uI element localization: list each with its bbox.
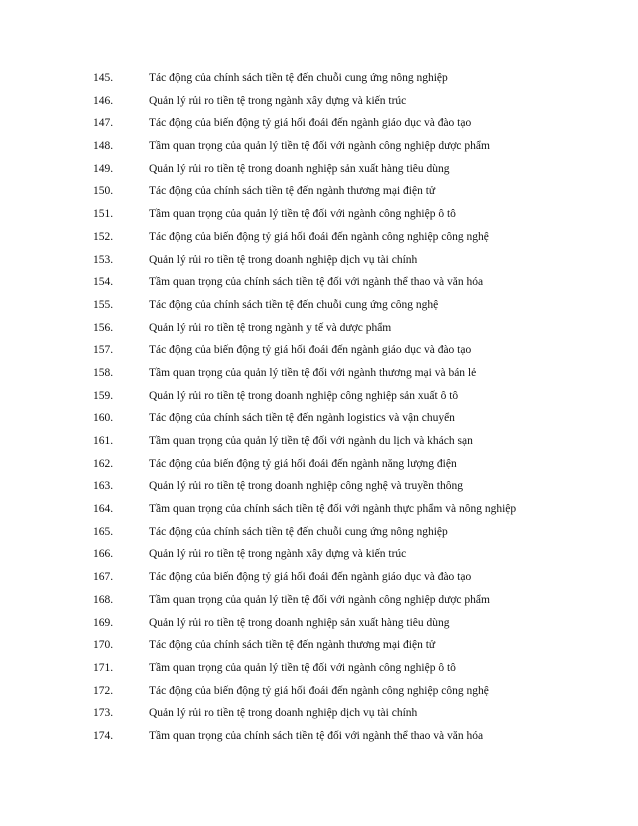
item-text: Quản lý rủi ro tiền tệ trong ngành xây dựng và kiến trúc: [149, 548, 407, 561]
item-text: Quản lý rủi ro tiền tệ trong doanh nghiệp công nghệ và truyền thông: [149, 480, 463, 493]
item-text: Quản lý rủi ro tiền tệ trong doanh nghiệp dịch vụ tài chính: [149, 253, 418, 266]
item-number: 159.: [93, 389, 114, 402]
item-text: Tác động của biến động tỷ giá hối đoái đến ngành giáo dục và đào tạo: [149, 117, 472, 130]
list-item: [93, 526, 623, 549]
item-number: 145.: [93, 72, 114, 84]
item-number: 168.: [93, 593, 114, 606]
list-item: [93, 367, 623, 390]
list-item: [93, 163, 623, 186]
list-item: [93, 458, 623, 481]
item-text: Quản lý rủi ro tiền tệ trong doanh nghiệp dịch vụ tài chính: [149, 707, 418, 720]
item-text: Tầm quan trọng của quản lý tiền tệ đối với ngành công nghiệp dược phẩm: [149, 593, 490, 606]
item-text: Tác động của chính sách tiền tệ đến chuỗi cung ứng công nghệ: [149, 298, 439, 311]
item-number: 165.: [93, 525, 114, 538]
item-number: 171.: [93, 661, 114, 674]
item-number: 172.: [93, 684, 114, 697]
item-number: 148.: [93, 140, 114, 153]
item-text: Tác động của biến động tỷ giá hối đoái đến ngành giáo dục và đào tạo: [149, 344, 472, 357]
list-item: [93, 344, 623, 367]
list-item: [93, 231, 623, 254]
item-text: Tác động của chính sách tiền tệ đến chuỗi cung ứng nông nghiệp: [149, 72, 448, 84]
item-text: Tác động của biến động tỷ giá hối đoái đến ngành công nghiệp công nghệ: [149, 684, 489, 697]
item-number: 147.: [93, 117, 114, 130]
item-number: 174.: [93, 729, 114, 742]
item-text: Tầm quan trọng của chính sách tiền tệ đối với ngành thể thao và văn hóa: [149, 729, 484, 742]
list-item: [93, 639, 623, 662]
item-number: 166.: [93, 548, 114, 561]
item-text: Tầm quan trọng của quản lý tiền tệ đối với ngành công nghiệp ô tô: [149, 661, 456, 674]
list-item: [93, 480, 623, 503]
item-text: Quản lý rủi ro tiền tệ trong ngành y tế và dược phẩm: [149, 321, 392, 334]
item-number: 154.: [93, 276, 114, 289]
list-item: [93, 117, 623, 140]
item-text: Tầm quan trọng của chính sách tiền tệ đối với ngành thể thao và văn hóa: [149, 276, 484, 289]
item-text: Tác động của chính sách tiền tệ đến ngành logistics và vận chuyển: [149, 412, 455, 425]
item-text: Tầm quan trọng của quản lý tiền tệ đối với ngành công nghiệp dược phẩm: [149, 140, 490, 153]
item-number: 153.: [93, 253, 114, 266]
item-number: 160.: [93, 412, 114, 425]
item-number: 167.: [93, 571, 114, 584]
list-item: [93, 662, 623, 685]
item-number: 156.: [93, 321, 114, 334]
item-text: Tác động của biến động tỷ giá hối đoái đến ngành công nghiệp công nghệ: [149, 230, 489, 243]
list-item: [93, 322, 623, 345]
item-number: 150.: [93, 185, 114, 198]
item-number: 146.: [93, 94, 114, 107]
item-number: 169.: [93, 616, 114, 629]
list-item: [93, 594, 623, 617]
item-text: Quản lý rủi ro tiền tệ trong doanh nghiệp công nghiệp sản xuất ô tô: [149, 389, 459, 402]
list-item: [93, 140, 623, 163]
item-number: 173.: [93, 707, 114, 720]
item-text: Quản lý rủi ro tiền tệ trong doanh nghiệp sản xuất hàng tiêu dùng: [149, 616, 450, 629]
list-item: [93, 685, 623, 708]
list-item: [93, 299, 623, 322]
list-item: [93, 185, 623, 208]
item-number: 152.: [93, 230, 114, 243]
list-item: [93, 276, 623, 299]
item-text: Quản lý rủi ro tiền tệ trong ngành xây dựng và kiến trúc: [149, 94, 407, 107]
list-item: [93, 707, 623, 730]
item-text: Tầm quan trọng của chính sách tiền tệ đối với ngành thực phẩm và nông nghiệp: [149, 503, 517, 516]
item-number: 157.: [93, 344, 114, 357]
list-item: [93, 254, 623, 277]
list-item: [93, 412, 623, 435]
item-number: 161.: [93, 435, 114, 447]
list-item: [93, 503, 623, 526]
item-text: Tầm quan trọng của quản lý tiền tệ đối với ngành thương mại và bán lẻ: [149, 366, 477, 379]
item-number: 155.: [93, 298, 114, 311]
list-item: [93, 208, 623, 231]
list-item: [93, 571, 623, 594]
item-text: Quản lý rủi ro tiền tệ trong doanh nghiệp sản xuất hàng tiêu dùng: [149, 162, 450, 175]
list-item: [93, 72, 623, 95]
item-text: Tác động của biến động tỷ giá hối đoái đến ngành năng lượng điện: [149, 457, 457, 470]
list-item: [93, 548, 623, 571]
list-item: [93, 435, 623, 458]
list-item: [93, 617, 623, 640]
topic-list: [93, 72, 623, 753]
item-text: Tầm quan trọng của quản lý tiền tệ đối với ngành công nghiệp ô tô: [149, 208, 456, 221]
item-text: Tác động của chính sách tiền tệ đến ngành thương mại điện tử: [149, 639, 436, 652]
item-number: 162.: [93, 457, 114, 470]
list-item: [93, 95, 623, 118]
list-item: [93, 390, 623, 413]
item-number: 151.: [93, 208, 114, 221]
item-text: Tầm quan trọng của quản lý tiền tệ đối với ngành du lịch và khách sạn: [149, 435, 473, 447]
list-item: [93, 730, 623, 753]
item-text: Tác động của biến động tỷ giá hối đoái đến ngành giáo dục và đào tạo: [149, 571, 472, 584]
item-number: 170.: [93, 639, 114, 652]
item-text: Tác động của chính sách tiền tệ đến chuỗi cung ứng nông nghiệp: [149, 525, 448, 538]
item-number: 163.: [93, 480, 114, 493]
item-number: 149.: [93, 162, 114, 175]
item-number: 164.: [93, 503, 114, 516]
item-text: Tác động của chính sách tiền tệ đến ngành thương mại điện tử: [149, 185, 436, 198]
item-number: 158.: [93, 366, 114, 379]
